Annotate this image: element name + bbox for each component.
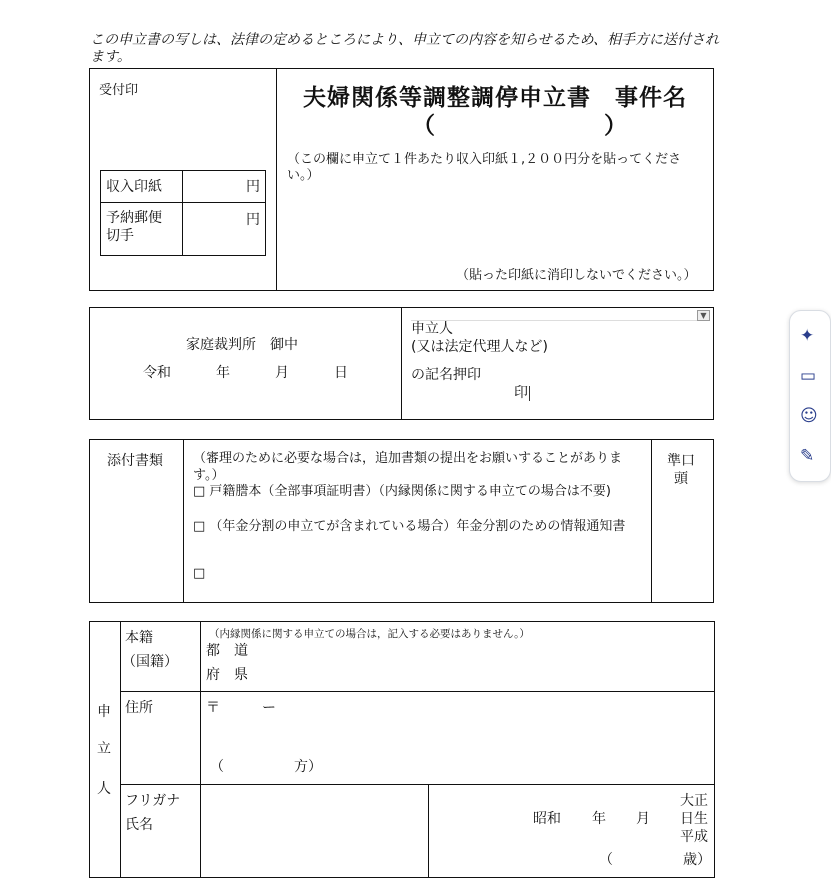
applicant-side-label-1: 申 [97,704,111,720]
birth-suffix: 日生 [680,811,708,827]
date-day[interactable]: 日 [334,365,348,381]
domicile-label: 本籍 [125,630,153,646]
divider [120,784,715,785]
divider [276,68,277,291]
field-underline [411,320,708,321]
form-title: 夫婦関係等調整調停申立書 事件名 [303,85,687,111]
attachment-pension-checkbox[interactable]: □ （年金分割の申立てが含まれている場合）年金分割のための情報通知書 [193,519,626,534]
postal-code-field[interactable]: 〒 ー [206,700,276,716]
revenue-stamp-yen: 円 [246,179,260,195]
seal-label: の記名押印 [411,367,481,383]
birth-era-heisei: 平成 [680,829,708,845]
applicant-side-label-2: 立 [97,741,111,757]
chevron-down-icon: ▼ [700,311,707,320]
birth-era-taisho: 大正 [680,793,708,809]
age-field[interactable]: （ 歳） [599,852,711,868]
cancel-note: （貼った印紙に消印しないでください。） [456,268,697,283]
furigana-label: フリガナ [125,793,181,809]
name-label: 氏名 [125,817,153,833]
divider [182,170,183,256]
reception-stamp-label: 受付印 [99,83,139,98]
seal-mark: 印 [514,385,528,401]
comment-icon[interactable]: ▭ [800,366,817,386]
divider [200,621,201,878]
floating-tool-panel [789,310,831,482]
oral-label-2: 頭 [674,471,688,487]
applicant-dropdown[interactable] [697,310,710,321]
text-cursor [529,386,530,401]
attachment-family-register-checkbox[interactable]: □ 戸籍謄本（全部事項証明書）（内縁関係に関する申立ての場合は不要) [193,484,611,499]
divider [651,439,652,603]
divider [120,621,121,878]
applicant-label: 申立人 [411,321,453,337]
birth-month[interactable]: 月 [636,811,650,827]
divider [120,691,715,692]
domicile-note: （内縁関係に関する申立ての場合は，記入する必要はありません。） [209,628,530,640]
postage-yen: 円 [246,212,260,228]
revenue-stamp-label: 収入印紙 [106,179,162,195]
stamp-instruction: （この欄に申立て１件あたり収入印紙１,２００円分を貼ってください。） [287,152,682,183]
date-year[interactable]: 年 [216,365,230,381]
date-era: 令和 [143,365,171,381]
applicant-side-label-3: 人 [97,781,111,797]
court-label[interactable]: 家庭裁判所 御中 [186,337,298,353]
birth-era-showa: 昭和 [533,811,561,827]
disclosure-notice: この申立書の写しは、法律の定めるところにより、申立ての内容を知らせるため、相手方に送付されます。 [90,32,720,65]
date-month[interactable]: 月 [275,365,289,381]
prefecture-row-2[interactable]: 府 県 [206,667,248,683]
attachments-note: （審理のために必要な場合は，追加書類の提出をお願いすることがあります。） [193,451,623,483]
divider [428,784,429,878]
divider [100,202,266,203]
edit-icon[interactable]: ✎ [800,446,815,466]
birth-year[interactable]: 年 [592,811,606,827]
divider [183,439,184,603]
postage-label: 予納郵便切手 [106,210,162,244]
nationality-label: （国籍） [122,654,178,670]
seal-field[interactable] [514,382,530,402]
emoji-icon[interactable]: ☺ [800,406,818,426]
case-name-field[interactable]: （ ） [412,113,628,139]
legal-rep-label: (又は法定代理人など) [411,339,548,355]
divider [401,307,402,420]
applicant-section [89,621,715,878]
oral-label-1: 準口 [667,453,695,469]
attachments-label: 添付書類 [107,453,163,469]
prefecture-row-1[interactable]: 都 道 [206,643,248,659]
sparkle-icon[interactable]: ✦ [800,326,815,346]
care-of-field[interactable]: （ 方） [210,759,322,775]
address-label: 住所 [125,700,153,716]
attachment-other-checkbox[interactable]: □ [193,566,206,581]
